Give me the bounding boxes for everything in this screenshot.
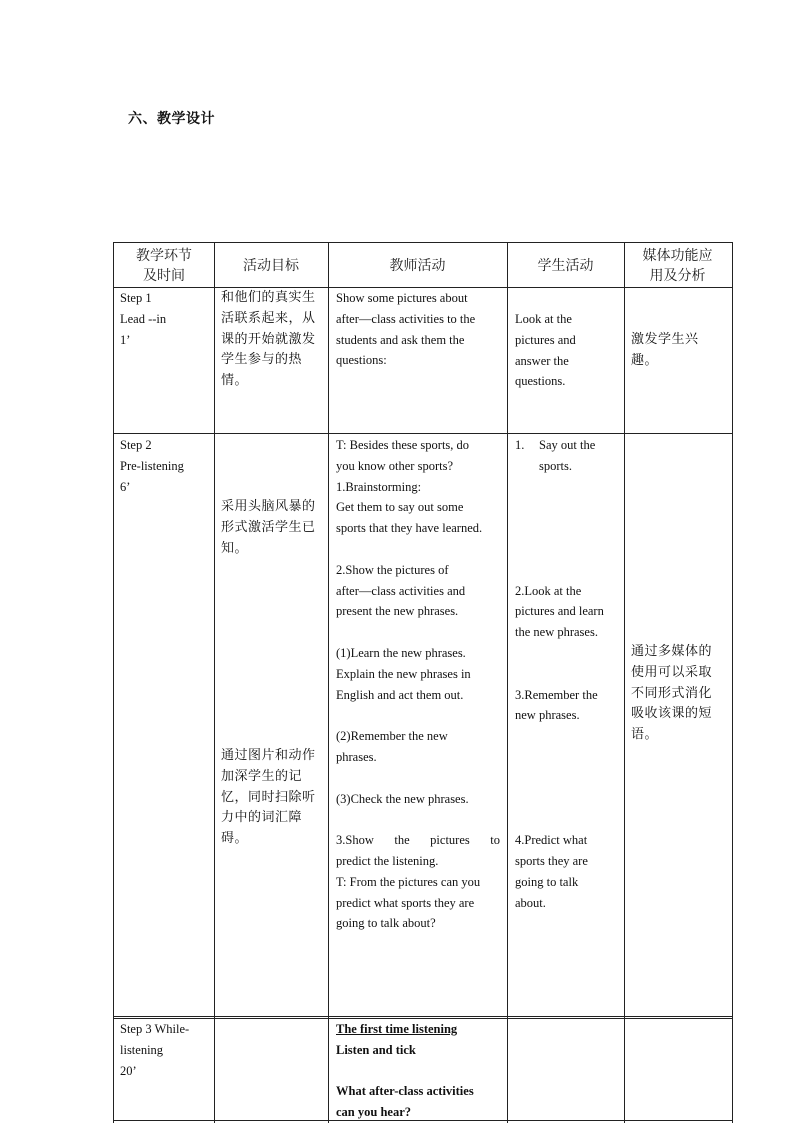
step3-teacher-activity	[336, 1019, 474, 1123]
step1-student-line: pictures and	[515, 332, 576, 347]
step1-student-line: questions.	[515, 374, 566, 389]
student-line: Say out the	[539, 438, 596, 452]
student-line: new phrases.	[515, 708, 580, 723]
listening-question-line: can you hear?	[336, 1105, 411, 1120]
step3-stage-line: 20’	[120, 1063, 137, 1078]
column-divider	[624, 243, 625, 1123]
student-line: about.	[515, 895, 546, 910]
predict-word: the	[394, 833, 410, 848]
step1-goal-line: 学生参与的热	[221, 352, 303, 368]
step1-goal-line: 课的开始就激发	[221, 331, 316, 347]
step2-media-line: 语。	[631, 727, 659, 743]
learn-phrases-line: Explain the new phrases in	[336, 666, 471, 681]
step2-media-line: 通过多媒体的	[631, 644, 713, 659]
step2-stage-line: 6’	[120, 479, 131, 494]
step1-goal-line: 和他们的真实生	[221, 290, 316, 305]
step1-student-line: answer the	[515, 353, 569, 368]
step1-teacher-activity	[336, 288, 475, 371]
brainstorming-title: 1.Brainstorming:	[336, 479, 422, 494]
step3-stage-line: Step 3 While-	[120, 1022, 190, 1036]
step1-media	[631, 330, 699, 372]
predict-line: predict what sports they are	[336, 895, 475, 910]
step2-media-line: 不同形式消化	[631, 685, 713, 701]
step2-goal-line: 忆，同时扫除听	[221, 789, 316, 805]
step2-media-line: 吸收该课的短	[631, 706, 713, 722]
student-line: sports they are	[515, 853, 588, 868]
step1-media-line: 激发学生兴	[631, 332, 699, 347]
first-listening-title: The first time listening	[336, 1022, 458, 1036]
student-line: 3.Remember the	[515, 687, 598, 702]
step1-student-line: Look at the	[515, 312, 572, 326]
step2-media	[631, 642, 712, 746]
step2-goal-phrases	[221, 746, 316, 850]
step1-stage-line: Step 1	[120, 291, 152, 305]
step2-goal-line: 加深学生的记	[221, 768, 303, 784]
predict-word: 3.Show	[336, 833, 374, 848]
step2-stage-line: Step 2	[120, 438, 152, 452]
step2-goal-line: 力中的词汇障	[221, 810, 303, 826]
teacher-question-line: T: Besides these sports, do	[336, 438, 470, 452]
predict-line: going to talk about?	[336, 916, 436, 931]
learn-phrases-line: English and act them out.	[336, 687, 464, 702]
student-line: 4.Predict what	[515, 833, 588, 848]
student-line: pictures and learn	[515, 604, 604, 619]
item-number: 1.	[515, 438, 525, 452]
step1-goal-line: 活联系起来，从	[221, 310, 316, 326]
step2-goal-line: 通过图片和动作	[221, 748, 316, 763]
predict-line: predict the listening.	[336, 853, 439, 868]
show-pictures-line: 2.Show the pictures of	[336, 562, 449, 577]
step2-goal-line: 知。	[221, 540, 249, 556]
check-phrases-line: (3)Check the new phrases.	[336, 791, 469, 806]
step1-teacher-line: questions:	[336, 353, 387, 368]
section-heading: 六、教学设计	[128, 111, 215, 127]
step1-teacher-line: Show some pictures about	[336, 291, 468, 305]
teaching-design-table	[113, 242, 733, 1123]
column-divider	[214, 243, 215, 1123]
step1-teacher-line: students and ask them the	[336, 332, 465, 347]
header-goal: 活动目标	[243, 257, 299, 274]
student-line: sports.	[539, 458, 572, 473]
row-divider	[114, 433, 732, 434]
column-divider	[507, 243, 508, 1123]
remember-phrases-line: (2)Remember the new	[336, 729, 448, 744]
header-stage-time: 教学环节 及时间	[136, 247, 192, 284]
step2-teacher-activity	[336, 435, 500, 934]
predict-line: T: From the pictures can you	[336, 874, 481, 889]
step1-goal-line: 情。	[221, 373, 249, 389]
listen-and-tick: Listen and tick	[336, 1042, 416, 1057]
brainstorming-line: Get them to say out some	[336, 500, 464, 515]
step2-goal-brainstorm	[221, 497, 316, 559]
header-teacher-activity: 教师活动	[389, 257, 446, 274]
step1-stage-line: 1’	[120, 332, 131, 347]
predict-word: pictures	[430, 833, 470, 848]
step1-student-activity	[515, 309, 576, 392]
step1-media-line: 趣。	[631, 352, 659, 368]
show-pictures-line: after—class activities and	[336, 583, 466, 598]
step2-stage-line: Pre-listening	[120, 458, 184, 473]
step2-goal-line: 碍。	[221, 831, 249, 847]
teacher-question-line: you know other sports?	[336, 458, 453, 473]
step2-stage	[120, 435, 184, 497]
student-line: 2.Look at the	[515, 583, 582, 598]
student-item-1	[515, 435, 604, 456]
step3-stage	[120, 1019, 189, 1081]
predict-justified-line	[336, 830, 500, 851]
student-line: the new phrases.	[515, 625, 598, 640]
step1-teacher-line: after—class activities to the	[336, 311, 476, 326]
step1-stage	[120, 288, 166, 350]
step1-stage-line: Lead --in	[120, 311, 167, 326]
student-line: going to talk	[515, 874, 579, 889]
learn-phrases-line: (1)Learn the new phrases.	[336, 645, 466, 660]
listening-question-line: What after-class activities	[336, 1084, 474, 1099]
remember-phrases-line: phrases.	[336, 749, 377, 764]
step2-goal-line: 形式激活学生已	[221, 519, 316, 535]
header-student-activity: 学生活动	[537, 257, 594, 274]
step3-stage-line: listening	[120, 1042, 164, 1057]
step1-goal	[221, 288, 316, 392]
step2-student-activity	[515, 435, 604, 913]
predict-word: to	[490, 833, 500, 848]
column-divider	[328, 243, 329, 1123]
show-pictures-line: present the new phrases.	[336, 604, 459, 619]
brainstorming-line: sports that they have learned.	[336, 521, 483, 536]
step2-media-line: 使用可以采取	[631, 664, 713, 680]
step2-goal-line: 采用头脑风暴的	[221, 499, 316, 514]
header-media-analysis: 媒体功能应 用及分析	[642, 247, 713, 284]
